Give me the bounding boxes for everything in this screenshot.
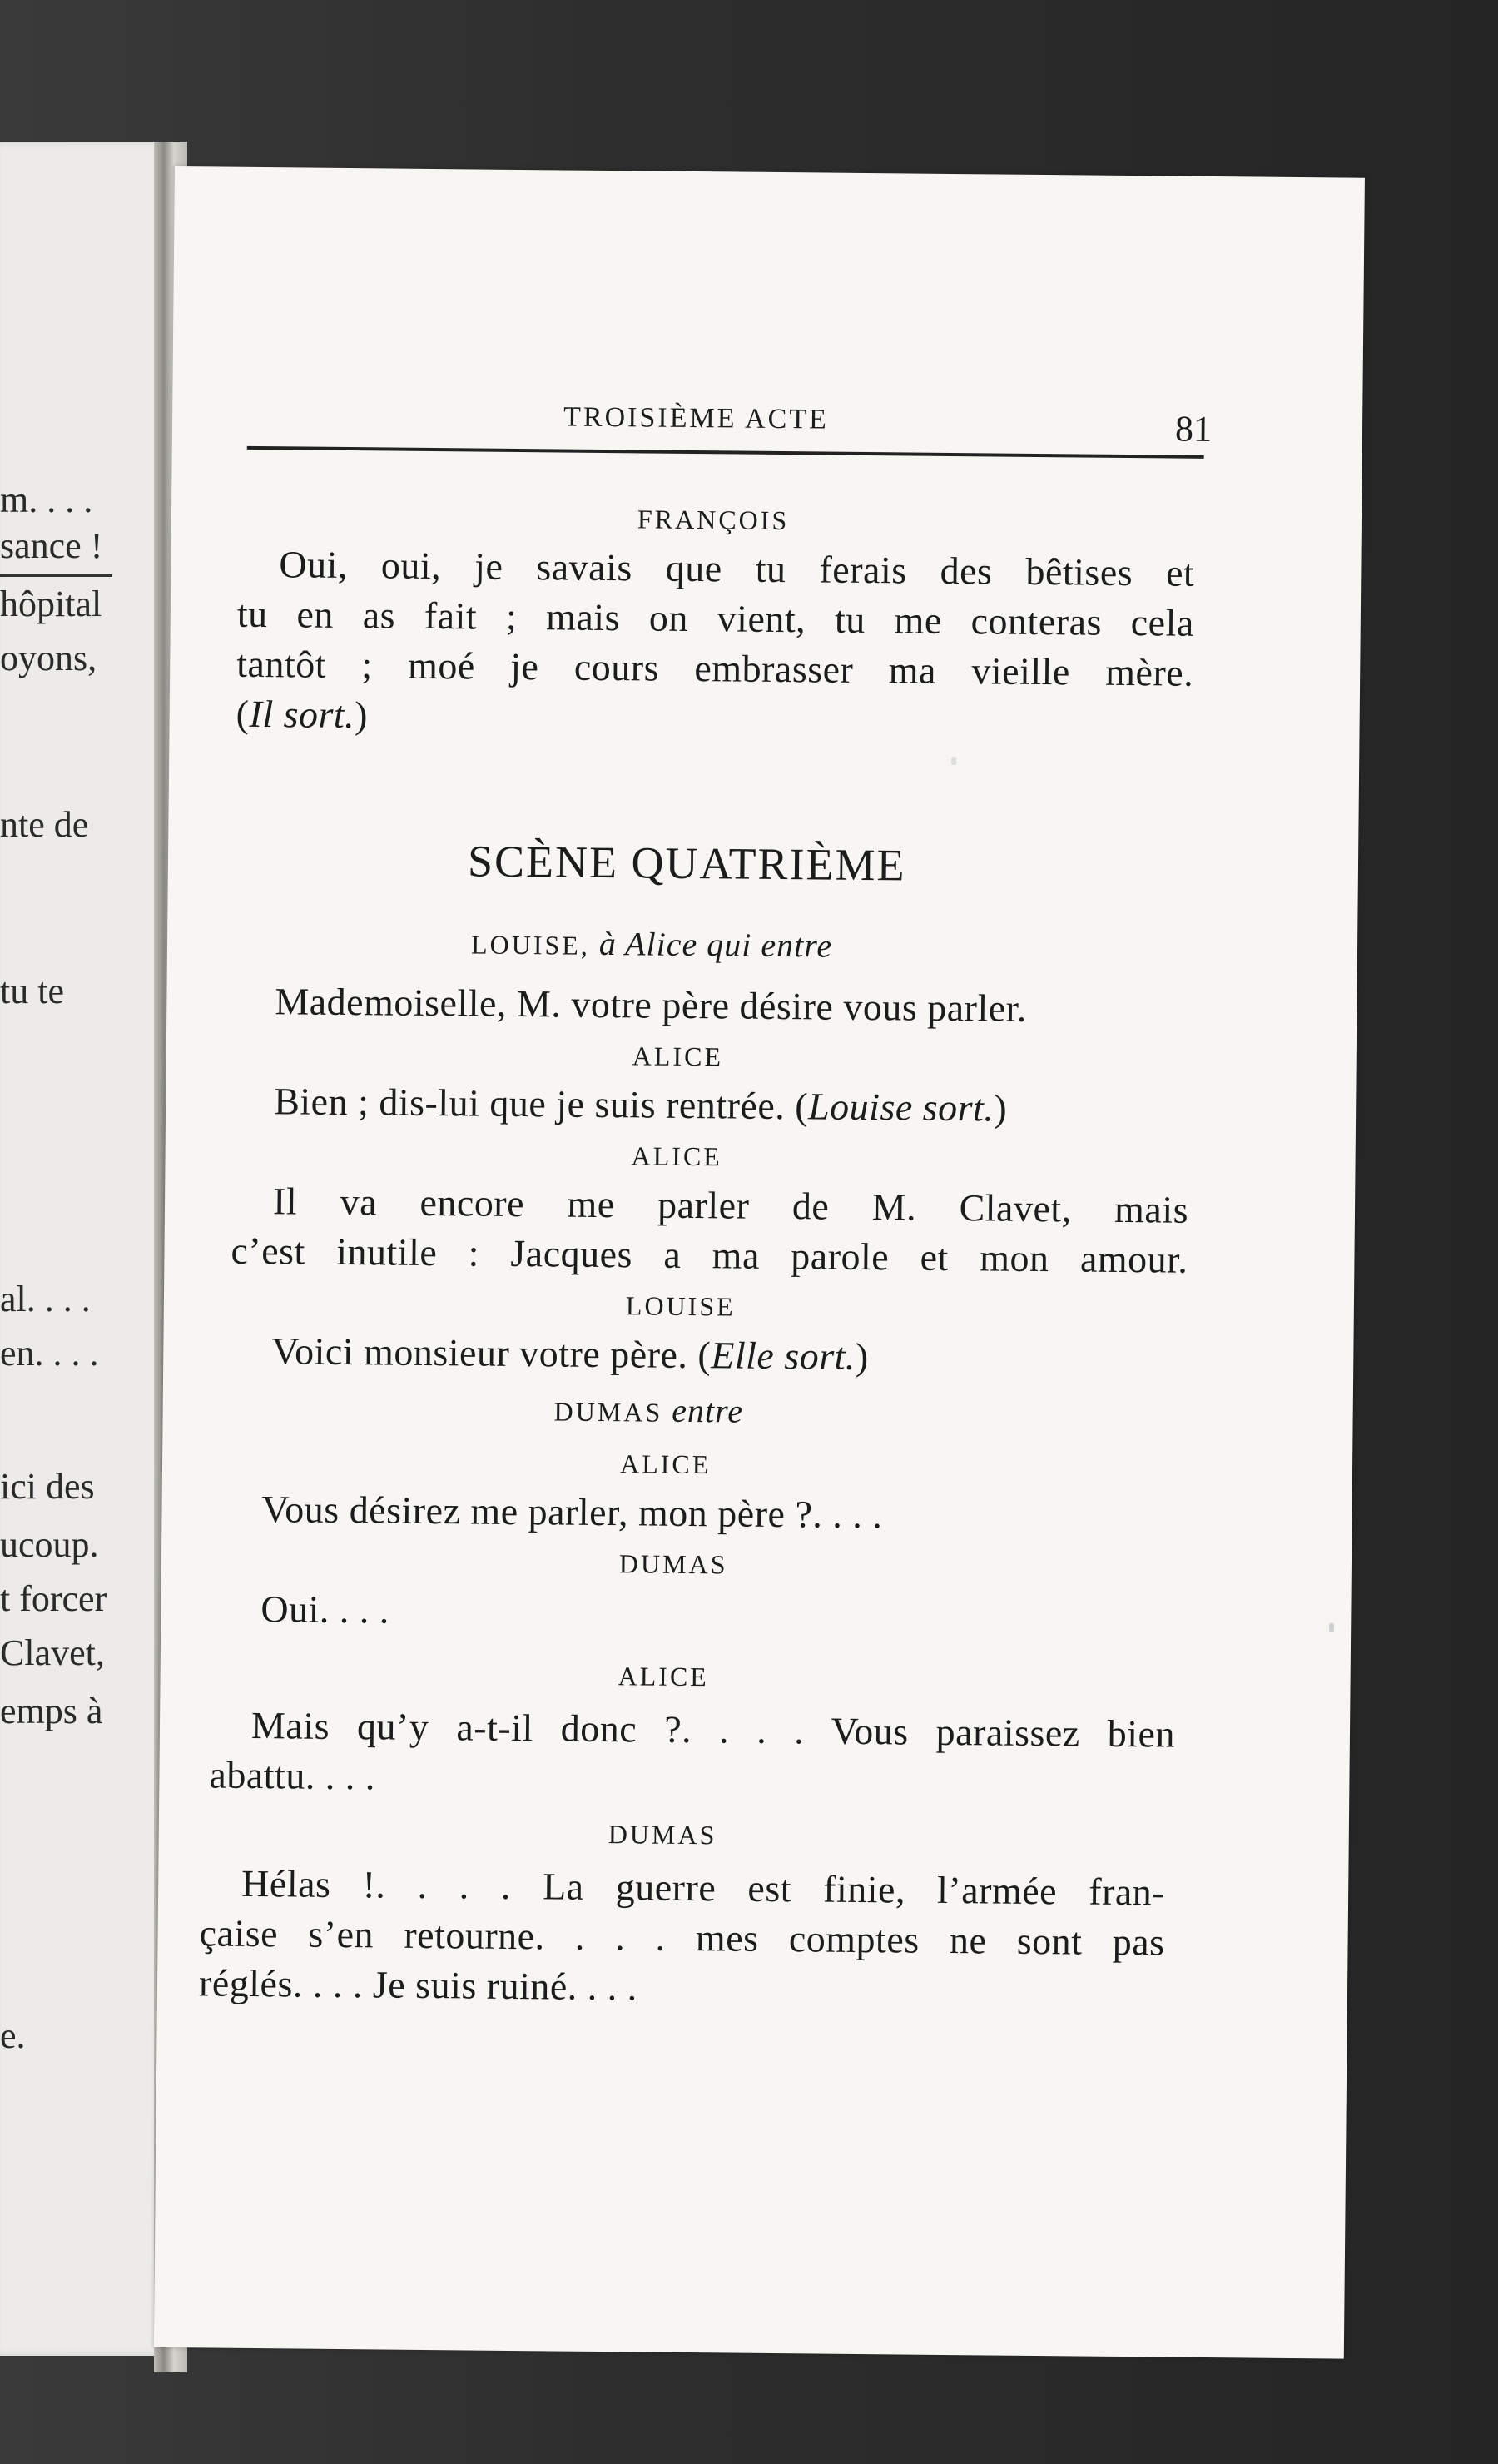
left-line: nte de [0, 804, 89, 845]
dialogue-line: Oui, oui, je savais que tu ferais des bêtises et [279, 543, 1195, 594]
running-head: TROISIÈME ACTE [563, 401, 830, 435]
dialogue-line: Oui. . . . [260, 1587, 390, 1632]
speaker-name: ALICE [618, 1661, 709, 1692]
dialogue-line: abattu. . . . [209, 1753, 376, 1798]
stage-direction: à Alice qui entre [598, 924, 833, 965]
dialogue-line: Hélas !. . . . La guerre est finie, l’armée fran- [241, 1861, 1166, 1914]
left-line: al. . . . [0, 1279, 91, 1319]
right-page [154, 166, 1365, 2359]
speaker-name: DUMAS [608, 1819, 717, 1850]
left-line: oyons, [0, 638, 97, 678]
left-page [0, 142, 166, 2356]
left-line: tu te [0, 971, 64, 1011]
stage-direction: (Il sort.) [236, 692, 369, 737]
dialogue-line: Mademoiselle, M. votre père désire vous parler. [275, 980, 1028, 1030]
left-line: hôpital [0, 584, 102, 624]
speaker-name: FRANÇOIS [637, 504, 790, 536]
dialogue-line: tu en as fait ; mais on vient, tu me conteras cela [236, 592, 1195, 644]
dialogue-line: tantôt ; moé je cours embrasser ma vieille mère. [236, 642, 1194, 694]
speaker-name: DUMAS [618, 1548, 728, 1580]
left-line: ici des [0, 1466, 95, 1507]
dialogue-line: c’est inutile : Jacques a ma parole et mon amour. [231, 1229, 1188, 1281]
page-number: 81 [1174, 408, 1213, 450]
left-line: t forcer [0, 1578, 107, 1619]
left-line: Clavet, [0, 1632, 105, 1673]
speaker-name: LOUISE [625, 1290, 736, 1322]
dialogue-line: Mais qu’y a-t-il donc ?. . . . Vous paraissez bien [250, 1703, 1176, 1756]
scan-speck [1329, 1623, 1334, 1632]
speaker-name: ALICE [619, 1448, 712, 1480]
scene-title: SCÈNE QUATRIÈME [467, 836, 906, 891]
dialogue-line: çaise s’en retourne. . . . mes comptes ne sont pas [199, 1911, 1165, 1964]
left-line: emps à [0, 1691, 103, 1731]
paper-speck [951, 757, 956, 765]
left-line: e. [0, 2015, 26, 2056]
left-line: ucoup. [0, 1524, 99, 1565]
dialogue-line: Il va encore me parler de M. Clavet, mais [272, 1180, 1189, 1231]
speaker-name: ALICE [632, 1041, 724, 1072]
speaker-name: LOUISE, à Alice qui entre [470, 924, 833, 965]
speaker-name: ALICE [631, 1140, 722, 1172]
speaker-name: DUMAS entre [553, 1391, 744, 1430]
left-line: en. . . . [0, 1333, 99, 1374]
dialogue-line: Bien ; dis-lui que je suis rentrée. (Louise sort.) [273, 1080, 1008, 1130]
header-rule [247, 446, 1204, 459]
dialogue-line: Vous désirez me parler, mon père ?. . . . [261, 1488, 883, 1537]
dialogue-line: Voici monsieur votre père. (Elle sort.) [271, 1329, 870, 1379]
dialogue-line: réglés. . . . Je suis ruiné. . . . [198, 1961, 638, 2009]
stage-direction: entre [672, 1391, 744, 1430]
left-header-rule [0, 574, 112, 577]
left-line: sance ! [0, 525, 103, 566]
left-line: m. . . . [0, 479, 93, 520]
